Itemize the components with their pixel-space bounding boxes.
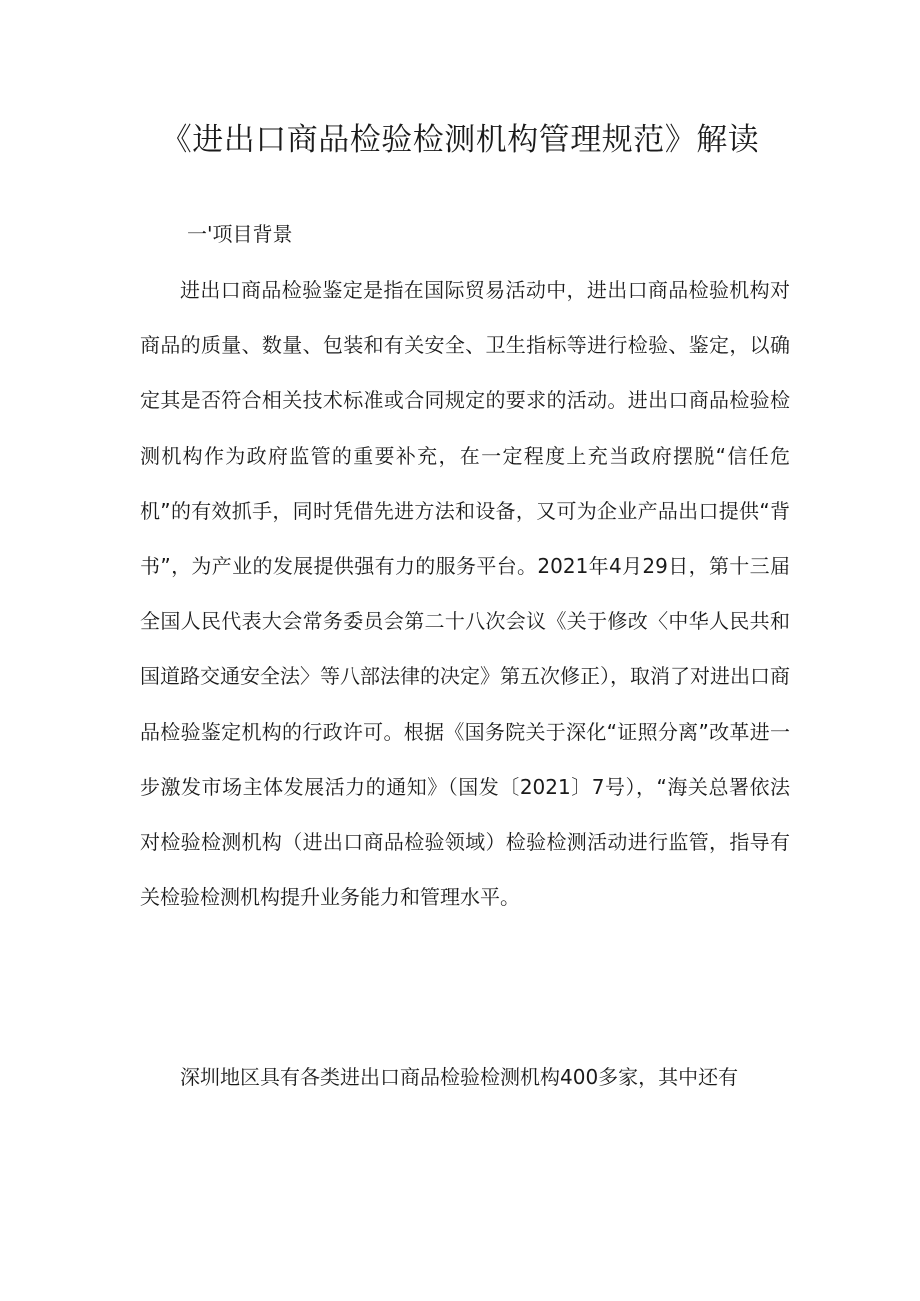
- document-title: 《进出口商品检验检测机构管理规范》解读: [160, 122, 760, 158]
- body-paragraph-2: 深圳地区具有各类进出口商品检验检测机构400多家，其中还有: [180, 1065, 739, 1089]
- body-paragraph-1: 进出口商品检验鉴定是指在国际贸易活动中，进出口商品检验机构对商品的质量、数量、包装和有关安全、卫生指标等进行检验、鉴定，以确定其是否符合相关技术标准或合同规定的要求的活动。进出口商品检验检测机构作为政府监管的重要补充，在一定程度上充当政府摆脱“信任危机”的有效抓手，同时凭借先进方法和设备，又可为企业产品出口提供“背书”，为产业的发展提供强有力的服务平台。2021年4月29日，第十三届全国人民代表大会常务委员会第二十八次会议《关于修改〈中华人民共和国道路交通安全法〉等八部法律的决定》第五次修正），取消了对进出口商品检验鉴定机构的行政许可。根据《国务院关于深化“证照分离”改革进一步激发市场主体发展活力的通知》（国发〔2021〕7号），“海关总署依法对检验检测机构（进出口商品检验领域）检验检测活动进行监管，指导有关检验检测机构提升业务能力和管理水平。: [140, 278, 790, 910]
- section-heading: 一'项目背景: [187, 222, 293, 246]
